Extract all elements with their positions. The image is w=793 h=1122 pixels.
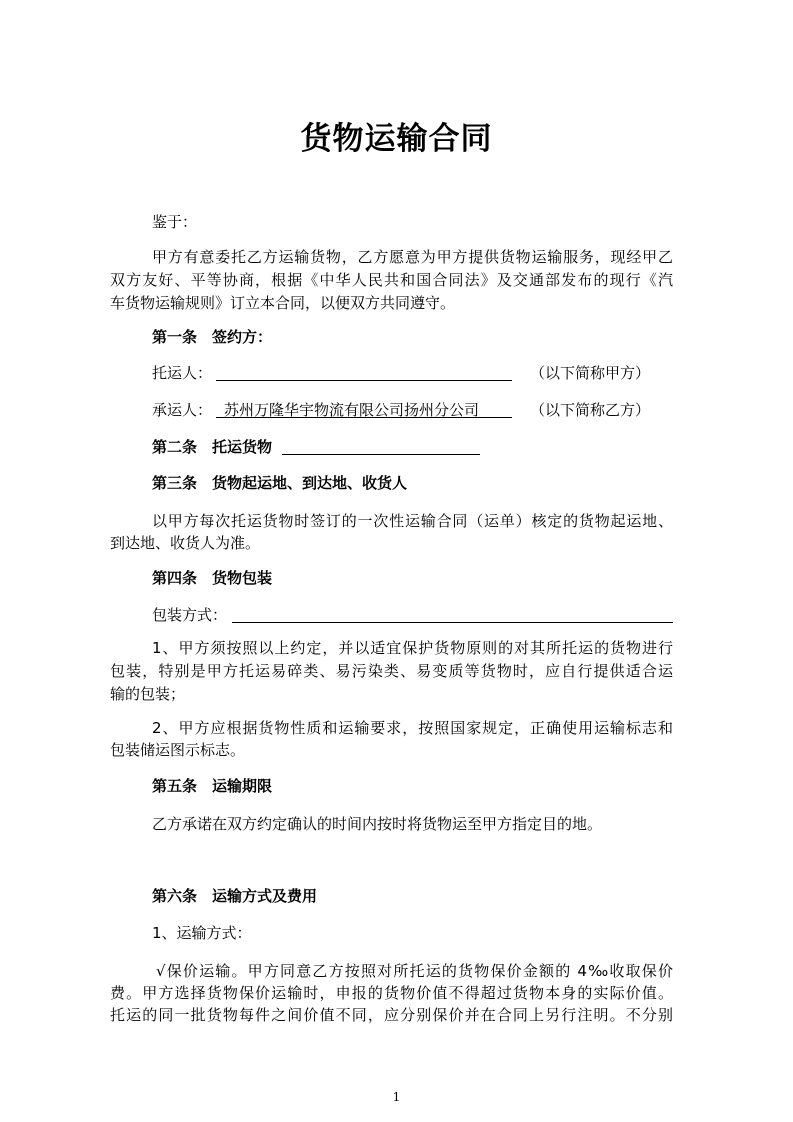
intro-line-1: 甲方有意委托乙方运输货物，乙方愿意为甲方提供货物运输服务，现经甲乙 — [152, 248, 673, 266]
article-4-item-2-line-1: 2、甲方应根据货物性质和运输要求，按照国家规定，正确使用运输标志和 — [152, 719, 673, 737]
article-6-heading: 第六条 运输方式及费用 — [152, 887, 318, 905]
packing-underline — [232, 622, 673, 623]
article-6-line-2: 费。甲方选择货物保价运输时，申报的货物价值不得超过货物本身的实际价值。 — [110, 984, 673, 1002]
consignor-label: 托运人： — [152, 364, 213, 382]
intro-line-2: 双方友好、平等协商，根据《中华人民共和国合同法》及交通部发布的现行《汽 — [110, 271, 673, 289]
carrier-note: （以下简称乙方） — [530, 401, 651, 419]
intro-line-3: 车货物运输规则》订立本合同，以便双方共同遵守。 — [110, 294, 456, 312]
carrier-label: 承运人： — [152, 401, 213, 419]
cargo-underline — [282, 454, 480, 455]
consignor-note: （以下简称甲方） — [530, 364, 651, 382]
article-6-line-1: √保价运输。甲方同意乙方按照对所托运的货物保价金额的 4‰收取保价 — [156, 962, 673, 980]
carrier-underline — [216, 417, 512, 418]
page-number: 1 — [392, 1090, 401, 1104]
article-6-line-3: 托运的同一批货物每件之间价值不同，应分别保价并在合同上另行注明。不分别 — [110, 1006, 673, 1024]
article-5-heading: 第五条 运输期限 — [152, 777, 273, 795]
carrier-value: 苏州万隆华宇物流有限公司扬州分公司 — [224, 401, 480, 419]
article-3-line-1: 以甲方每次托运货物时签订的一次性运输合同（运单）核定的货物起运地、 — [152, 512, 673, 530]
article-4-item-2-line-2: 包装储运图示标志。 — [110, 741, 246, 759]
article-1-heading: 第一条 签约方： — [152, 328, 273, 346]
consignor-underline — [216, 380, 512, 381]
article-5-text: 乙方承诺在双方约定确认的时间内按时将货物运至甲方指定目的地。 — [152, 815, 603, 833]
article-4-heading: 第四条 货物包装 — [152, 569, 273, 587]
article-3-line-2: 到达地、收货人为准。 — [110, 534, 261, 552]
article-2-heading: 第二条 托运货物 — [152, 438, 273, 456]
whereas-label: 鉴于： — [152, 213, 198, 231]
document-title: 货物运输合同 — [300, 121, 493, 157]
article-6-sub-1: 1、运输方式： — [152, 924, 252, 942]
article-4-item-1-line-1: 1、甲方须按照以上约定，并以适宜保护货物原则的对其所托运的货物进行 — [152, 639, 673, 657]
article-3-heading: 第三条 货物起运地、到达地、收货人 — [152, 474, 408, 492]
article-4-item-1-line-3: 输的包装； — [110, 685, 186, 703]
article-4-item-1-line-2: 包装，特别是甲方托运易碎类、易污染类、易变质等货物时，应自行提供适合运 — [110, 662, 673, 680]
packing-label: 包装方式： — [152, 606, 228, 624]
